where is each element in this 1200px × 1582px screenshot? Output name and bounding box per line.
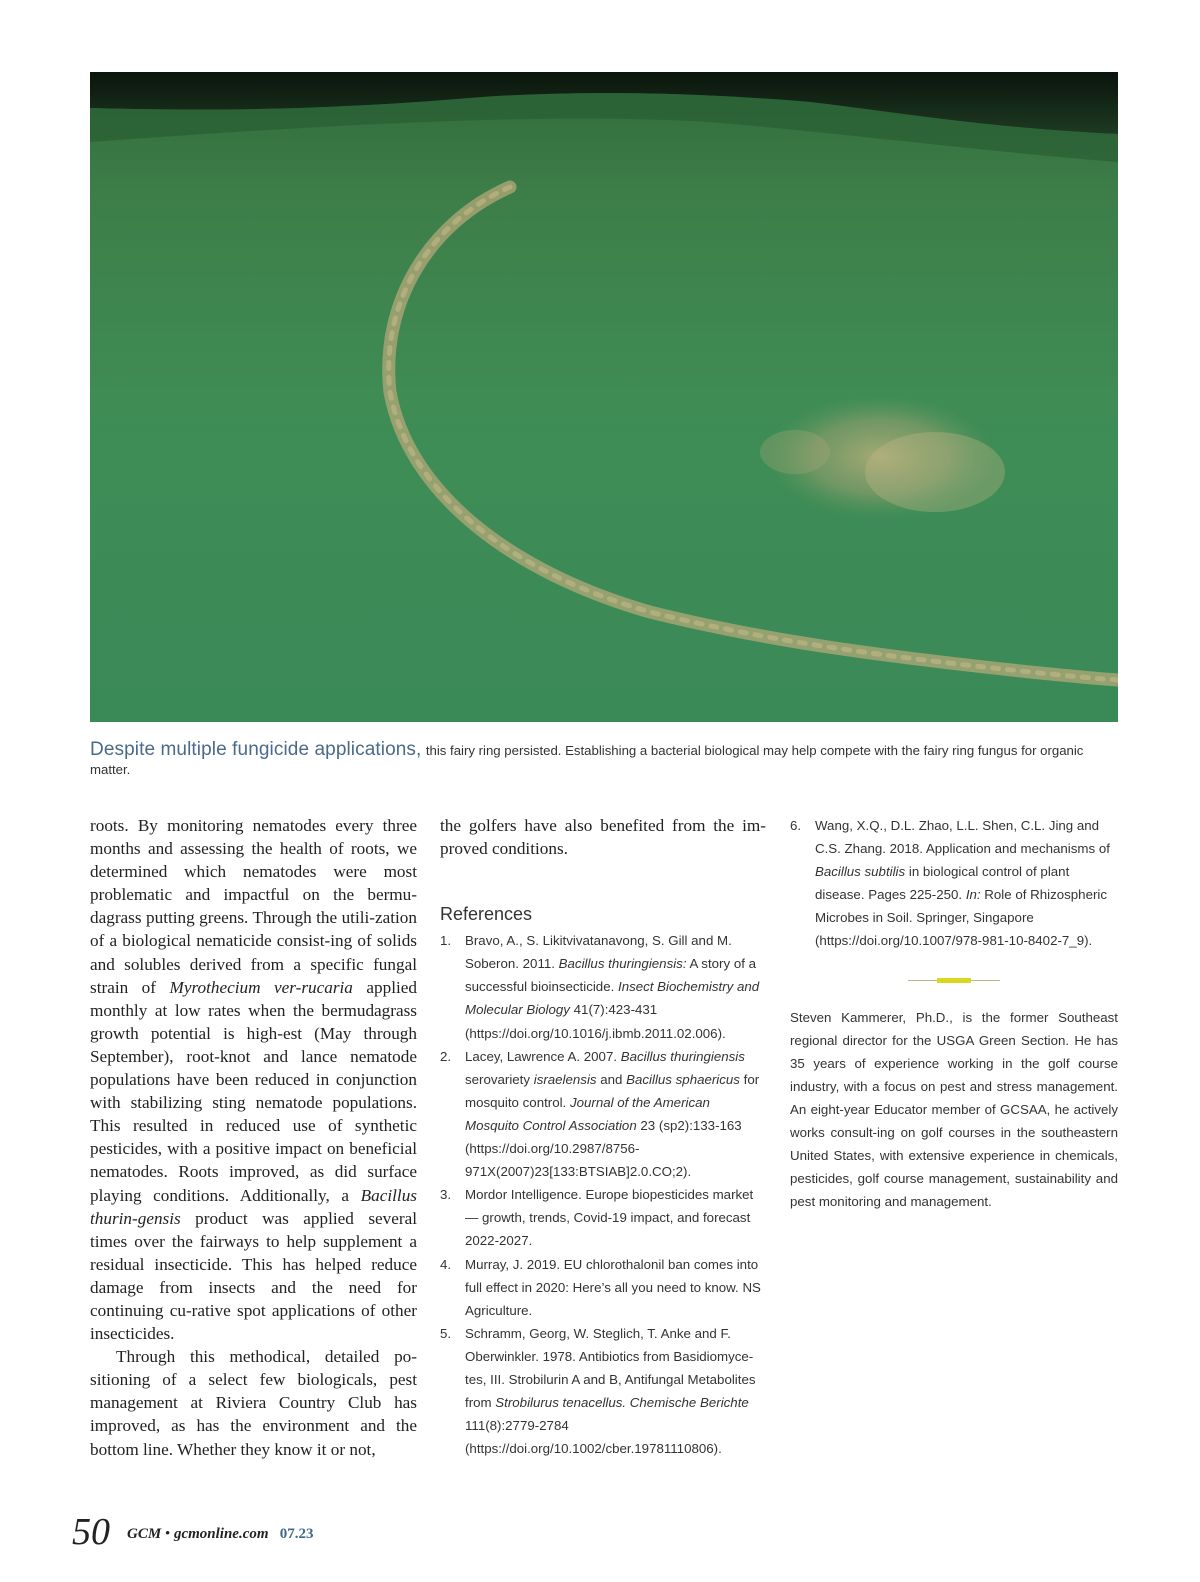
- reference-number: 1.: [440, 933, 452, 949]
- caption-text: this fairy ring persisted. Establishing a bacterial biological may help compete with the fairy ring fungus for organic matter.: [90, 743, 1084, 777]
- text-run: Murray, J. 2019. EU chlorothalonil ban comes into full effect in 2020: Here’s all you need to know. NS Agriculture.: [465, 1256, 761, 1318]
- italic-text: Insect Biochemistry and Molecular Biology: [465, 979, 760, 1018]
- text-run: 41(7):423-431 (https://doi.org/10.1016/j.ibmb.2011.02.006).: [465, 1002, 726, 1041]
- italic-text: Strobilurus tenacellus. Chemische Berichte: [495, 1395, 749, 1411]
- references-heading: References: [440, 904, 533, 925]
- text-run: 111(8):2779-2784 (https://doi.org/10.1002/cber.19781110806).: [465, 1418, 722, 1457]
- photo-caption: [90, 739, 1118, 779]
- text-run: serovariety: [465, 1071, 534, 1087]
- reference-item: [440, 1183, 766, 1252]
- italic-text: Bacillus sphaericus: [626, 1071, 740, 1087]
- italic-text: israelensis: [533, 1071, 597, 1087]
- references-list: [440, 929, 766, 1460]
- reference-number: 6.: [790, 818, 802, 833]
- article-paragraph: Through this methodical, detailed po-sitioning of a select few biologicals, pest management at Riviera Country Club has improved, as has the environment and the bottom line. Whether they know it or not,: [90, 1347, 417, 1459]
- text-run: Mordor Intelligence. Europe biopesticides market — growth, trends, Covid-19 impact, and forecast 2022-2027.: [465, 1187, 754, 1249]
- italic-text: Bacillus thuringiensis: [620, 1048, 745, 1064]
- page-number: 50: [72, 1511, 110, 1553]
- reference-number: 3.: [440, 1187, 452, 1203]
- references-list-continued: [790, 814, 1118, 953]
- text-run: Wang, X.Q., D.L. Zhao, L.L. Shen, C.L. Jing and C.S. Zhang. 2018. Application and mechanisms of: [815, 818, 1110, 857]
- italic-text: Bacillus thuringiensis:: [558, 956, 687, 972]
- italic-text: Journal of the American Mosquito Control Association: [465, 1094, 710, 1133]
- text-run: in biological control of plant disease. Pages 225-250.: [815, 864, 1070, 903]
- publication-name: GCM: [127, 1526, 162, 1542]
- article-column-2: [440, 814, 766, 1460]
- italic-text: Bacillus thurin-gensis: [90, 1185, 417, 1228]
- caption-lead: Despite multiple fungicide applications,: [90, 739, 422, 760]
- text-run: applied monthly at low rates when the bermudagrass growth potential is high-est (May through September), root-knot and lance nematode populations have been reduced in conjunction with stabilizing sting nematode populations. This resulted in reduced use of synthetic pesticides, with a positive impact on beneficial nematodes. Roots improved, as did surface playing conditions. Additionally, a: [90, 977, 417, 1205]
- reference-number: 4.: [440, 1256, 452, 1272]
- text-run: Schramm, Georg, W. Steglich, T. Anke and F. Oberwinkler. 1978. Antibiotics from Basidiomyce-tes, III. Strobilurin A and B, Antifungal Metabolites from: [465, 1325, 756, 1411]
- text-run: Role of Rhizospheric Microbes in Soil. Springer, Singapore (https://doi.org/10.1007/978-981-10-8402-7_9).: [815, 887, 1107, 949]
- text-run: Lacey, Lawrence A. 2007.: [465, 1048, 621, 1064]
- italic-text: Myrothecium ver-rucaria: [169, 977, 353, 997]
- article-paragraph: [90, 814, 417, 1345]
- reference-item: [440, 1253, 766, 1322]
- separator: •: [164, 1526, 171, 1542]
- article-column-1: [90, 814, 417, 1461]
- text-run: product was applied several times over the fairways to help supplement a residual insecticide. This has helped reduce damage from insects and the need for continuing cu-rative spot applications of other insecticides.: [90, 1208, 417, 1344]
- text-run: roots. By monitoring nematodes every three months and assessing the health of roots, we determined which nematodes were most problematic and impactful on the bermu-dagrass putting greens. Through the utili-zation of a biological nematicide consist-ing of solids and solubles derived from a specific fungal strain of: [90, 816, 417, 997]
- article-column-3: [790, 814, 1118, 1213]
- text-run: A story of a successful bioinsecticide.: [465, 956, 756, 995]
- reference-item: [440, 1045, 766, 1184]
- publication-line: [127, 1526, 314, 1543]
- fairy-ring-turf-photo: [90, 72, 1118, 722]
- text-run: for mosquito control.: [465, 1071, 760, 1110]
- text-run: and: [596, 1071, 627, 1087]
- section-divider: [790, 974, 1118, 988]
- italic-text: In:: [965, 887, 981, 903]
- website: gcmonline.com: [173, 1526, 269, 1542]
- reference-item: [440, 1322, 766, 1461]
- reference-number: 5.: [440, 1325, 452, 1341]
- text-run: 23 (sp2):133-163 (https://doi.org/10.2987/8756-971X(2007)23[133:BTSIAB]2.0.CO;2).: [465, 1117, 742, 1180]
- reference-item: [440, 929, 766, 1044]
- issue-date: 07.23: [279, 1526, 314, 1542]
- italic-text: Bacillus subtilis: [815, 864, 906, 880]
- text-run: Bravo, A., S. Likitvivatanavong, S. Gill and M. Soberon. 2011.: [465, 933, 732, 972]
- author-bio: Steven Kammerer, Ph.D., is the former Southeast regional director for the USGA Green Section. He has 35 years of experience working in the golf course industry, with a focus on pest and stress management. An eight-year Educator member of GCSAA, he actively works consult-ing on golf courses in the southeastern United States, with extensive experience in chemicals, pesticides, golf course management, sustainability and pest monitoring and management.: [790, 1009, 1118, 1210]
- reference-number: 2.: [440, 1048, 452, 1064]
- article-paragraph: the golfers have also benefited from the im-proved conditions.: [440, 816, 766, 859]
- reference-item: [790, 814, 1118, 953]
